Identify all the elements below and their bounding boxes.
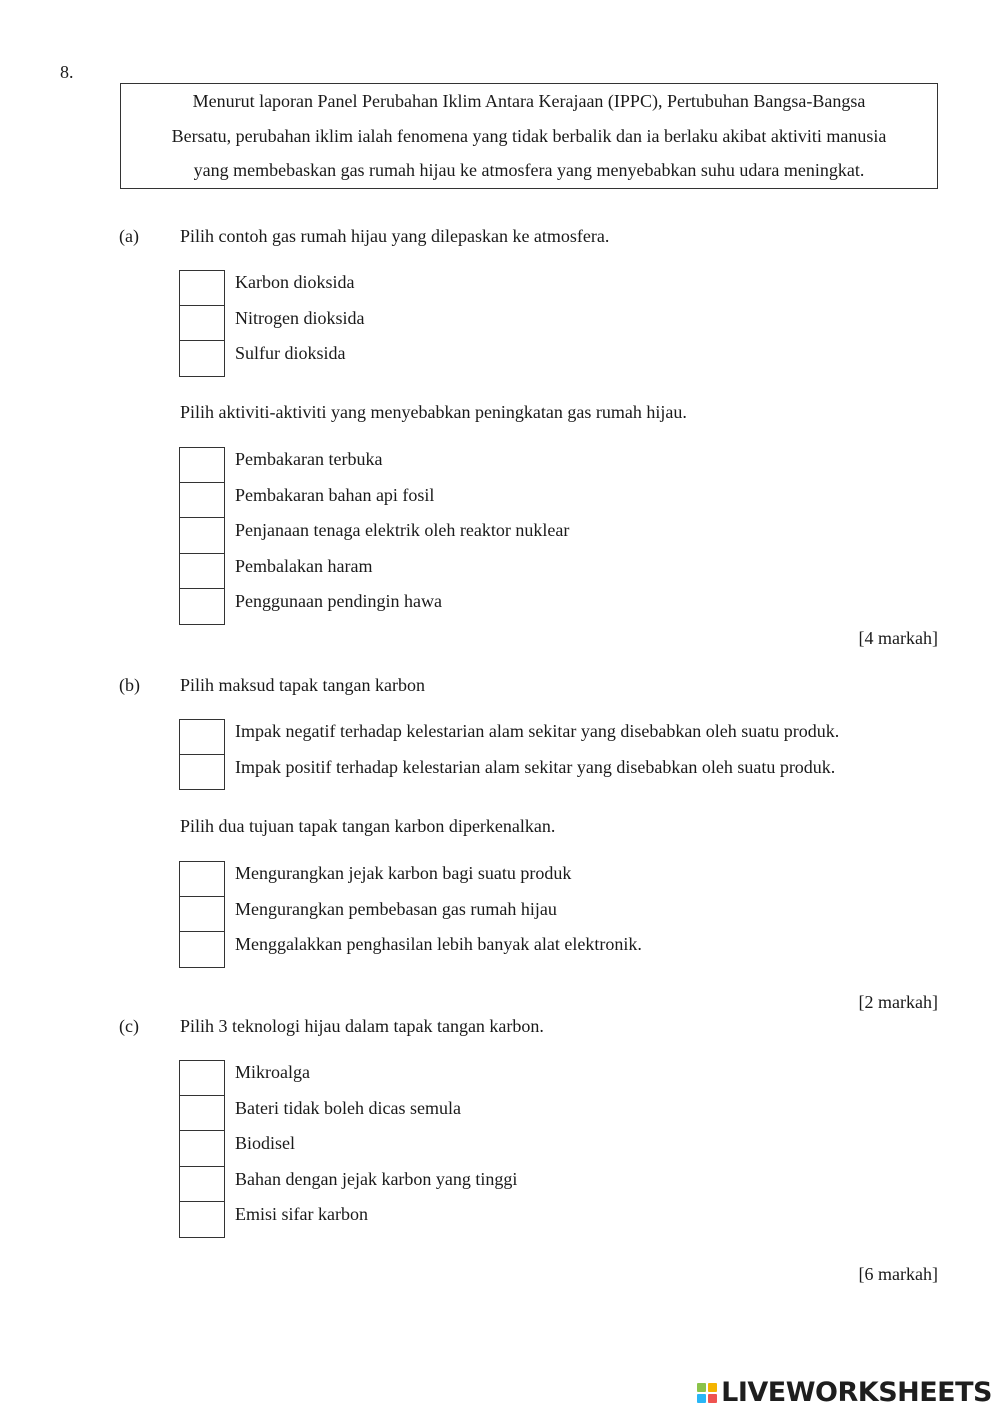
part-a-label: (a) xyxy=(119,226,139,246)
answer-checkbox[interactable] xyxy=(179,1060,225,1096)
logo-square xyxy=(697,1394,706,1403)
answer-checkbox[interactable] xyxy=(179,719,225,755)
part-b-prompt-purpose: Pilih dua tujuan tapak tangan karbon diperkenalkan. xyxy=(180,816,556,836)
option-label: Impak negatif terhadap kelestarian alam sekitar yang disebabkan oleh suatu produk. xyxy=(235,721,840,741)
logo-square xyxy=(708,1383,717,1392)
logo-square xyxy=(697,1383,706,1392)
liveworksheets-logo[interactable] xyxy=(697,1377,992,1408)
option-label: Bahan dengan jejak karbon yang tinggi xyxy=(235,1168,518,1189)
part-b-label: (b) xyxy=(119,675,140,695)
option-label: Emisi sifar karbon xyxy=(235,1204,368,1224)
question-number: 8. xyxy=(60,62,74,82)
answer-checkbox[interactable] xyxy=(179,1095,225,1132)
logo-square xyxy=(708,1394,717,1403)
part-c-marks: [6 markah] xyxy=(858,1264,938,1284)
option-label: Sulfur dioksida xyxy=(235,343,346,363)
logo-grid-icon xyxy=(697,1383,717,1403)
part-a-prompt-activities: Pilih aktiviti-aktiviti yang menyebabkan peningkatan gas rumah hijau. xyxy=(180,402,687,422)
answer-checkbox[interactable] xyxy=(179,861,225,897)
answer-checkbox[interactable] xyxy=(179,340,225,377)
answer-checkbox[interactable] xyxy=(179,754,225,791)
answer-checkbox[interactable] xyxy=(179,1130,225,1167)
option-label: Mikroalga xyxy=(235,1062,310,1082)
answer-checkbox[interactable] xyxy=(179,517,225,554)
answer-checkbox[interactable] xyxy=(179,896,225,933)
answer-checkbox[interactable] xyxy=(179,931,225,968)
part-b-marks: [2 markah] xyxy=(858,992,938,1012)
answer-checkbox[interactable] xyxy=(179,270,225,306)
answer-checkbox[interactable] xyxy=(179,305,225,342)
part-a-marks: [4 markah] xyxy=(858,628,938,648)
option-label: Bateri tidak boleh dicas semula xyxy=(235,1097,461,1118)
option-label: Pembakaran bahan api fosil xyxy=(235,484,435,505)
option-label: Impak positif terhadap kelestarian alam sekitar yang disebabkan oleh suatu produk. xyxy=(235,756,836,777)
option-label: Biodisel xyxy=(235,1133,296,1153)
part-c-label: (c) xyxy=(119,1016,139,1036)
answer-checkbox[interactable] xyxy=(179,553,225,590)
part-c-prompt: Pilih 3 teknologi hijau dalam tapak tangan karbon. xyxy=(180,1016,544,1036)
part-a-prompt-gases: Pilih contoh gas rumah hijau yang dilepaskan ke atmosfera. xyxy=(180,226,610,246)
part-b-prompt-meaning: Pilih maksud tapak tangan karbon xyxy=(180,675,425,695)
answer-checkbox[interactable] xyxy=(179,588,225,625)
option-label: Pembakaran terbuka xyxy=(235,449,383,469)
answer-checkbox[interactable] xyxy=(179,447,225,483)
option-label: Menggalakkan penghasilan lebih banyak alat elektronik. xyxy=(235,934,642,954)
option-label: Penggunaan pendingin hawa xyxy=(235,591,442,611)
context-line: Bersatu, perubahan iklim ialah fenomena yang tidak berbalik dan ia berlaku akibat aktiviti manusia xyxy=(171,125,887,146)
option-label: Penjanaan tenaga elektrik oleh reaktor nuklear xyxy=(235,520,570,540)
context-box xyxy=(120,83,938,189)
answer-checkbox[interactable] xyxy=(179,482,225,519)
answer-checkbox[interactable] xyxy=(179,1166,225,1203)
option-label: Nitrogen dioksida xyxy=(235,307,365,328)
option-label: Karbon dioksida xyxy=(235,272,355,292)
option-label: Mengurangkan jejak karbon bagi suatu produk xyxy=(235,863,572,883)
brand-name: LIVEWORKSHEETS xyxy=(721,1377,992,1408)
context-line: Menurut laporan Panel Perubahan Iklim Antara Kerajaan (IPPC), Pertubuhan Bangsa-Bangsa xyxy=(192,91,866,112)
option-label: Mengurangkan pembebasan gas rumah hijau xyxy=(235,898,557,919)
answer-checkbox[interactable] xyxy=(179,1201,225,1238)
option-label: Pembalakan haram xyxy=(235,555,373,576)
context-line: yang membebaskan gas rumah hijau ke atmosfera yang menyebabkan suhu udara meningkat. xyxy=(193,160,865,181)
